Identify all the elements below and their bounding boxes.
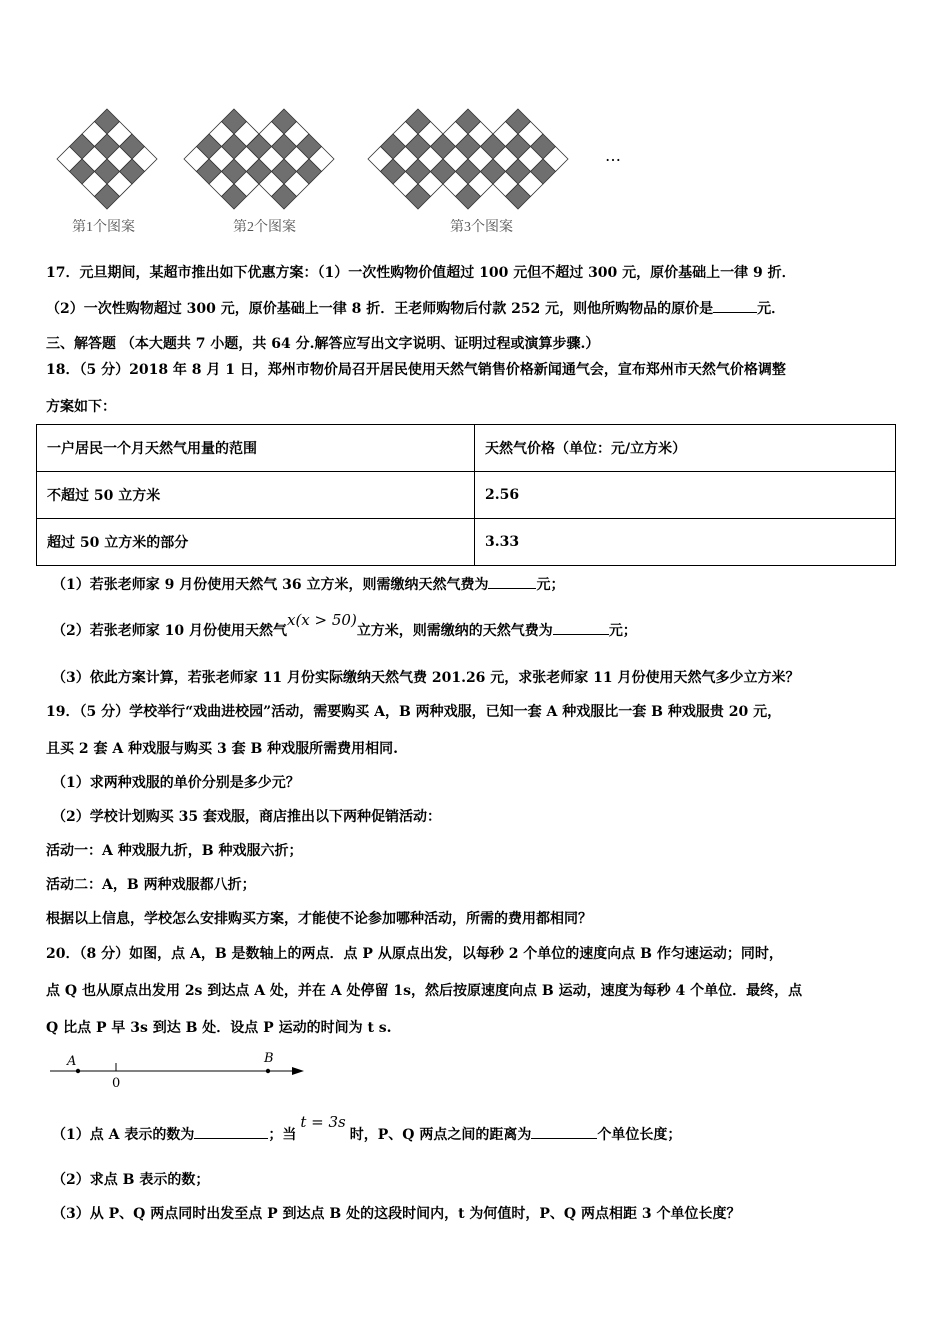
q17-line2-end: 元． — [757, 301, 786, 317]
figure-2-caption: 第2个图案 — [233, 220, 296, 235]
point-a-marker — [76, 1069, 80, 1073]
q20-sub1 — [52, 1113, 682, 1144]
q18-sub2-blank[interactable] — [553, 620, 609, 635]
q20-sub3: （3）从 P、Q 两点同时出发至点 P 到达点 B 处的这段时间内，t 为何值时，P、Q 两点相距 3 个单位长度？ — [52, 1206, 741, 1222]
q17-answer-blank[interactable] — [713, 298, 757, 313]
table-cell-range: 不超过 50 立方米 — [37, 472, 475, 519]
q18-line1: 18．（5 分）2018 年 8 月 1 日，郑州市物价局召开居民使用天然气销售价格新闻通气会，宣布郑州市天然气价格调整 — [46, 362, 786, 378]
q17-line1: 17．元旦期间，某超市推出如下优惠方案：（1）一次性购物价值超过 100 元但不超过 300 元，原价基础上一律 9 折． — [46, 265, 796, 281]
table-cell-price: 2.56 — [475, 472, 896, 519]
point-b-marker — [266, 1069, 270, 1073]
q19-question: 根据以上信息，学校怎么安排购买方案，才能使不论参加哪种活动，所需的费用都相同？ — [46, 911, 592, 927]
figure-3-caption: 第3个图案 — [450, 220, 513, 235]
label-a: A — [67, 1054, 77, 1069]
q18-sub2-math: x(x > 50) — [286, 611, 357, 629]
q18-sub2-end: 元； — [608, 623, 637, 639]
q20-line2: 点 Q 也从原点出发用 2s 到达点 A 处，并在 A 处停留 1s，然后按原速度向点 B 运动，速度为每秒 4 个单位．最终，点 — [46, 983, 803, 999]
q20-sub1-end: 个单位长度； — [597, 1127, 682, 1143]
q17-line2 — [46, 298, 785, 318]
q18-sub3: （3）依此方案计算，若张老师家 11 月份实际缴纳天然气费 201.26 元，求张老师家 11 月份使用天然气多少立方米？ — [52, 670, 800, 686]
table-header-price: 天然气价格（单位：元/立方米） — [475, 425, 896, 472]
q20-sub1-blank-a[interactable] — [194, 1124, 268, 1139]
q18-line2: 方案如下： — [46, 399, 116, 415]
q20-sub1-blank-b[interactable] — [531, 1124, 597, 1139]
q20-sub1-text: （1）点 A 表示的数为 — [52, 1127, 195, 1143]
figures-ellipsis: … — [605, 146, 621, 165]
q18-sub2-text: （2）若张老师家 10 月份使用天然气 — [52, 623, 287, 639]
table-cell-range: 超过 50 立方米的部分 — [37, 519, 475, 566]
q20-sub1-when: ；当 — [268, 1127, 297, 1143]
figure-1-caption: 第1个图案 — [72, 220, 135, 235]
q18-sub2 — [52, 611, 637, 640]
q19-activity-2: 活动二：A，B 两种戏服都八折； — [46, 877, 256, 893]
label-b: B — [264, 1051, 274, 1066]
number-line — [40, 1045, 340, 1095]
label-zero: 0 — [112, 1076, 121, 1091]
pattern-figures — [0, 0, 950, 250]
q19-activity-1: 活动一：A 种戏服九折，B 种戏服六折； — [46, 843, 303, 859]
q20-line3: Q 比点 P 早 3s 到达 B 处．设点 P 运动的时间为 t s. — [46, 1020, 392, 1036]
section-3-heading: 三、解答题 （本大题共 7 小题，共 64 分.解答应写出文字说明、证明过程或演算步骤.） — [46, 336, 600, 352]
arrow-right-icon — [292, 1067, 304, 1075]
q19-line2: 且买 2 套 A 种戏服与购买 3 套 B 种戏服所需费用相同. — [46, 741, 399, 757]
q20-sub2: （2）求点 B 表示的数； — [52, 1172, 210, 1188]
gas-price-table — [36, 424, 896, 566]
q20-sub1-text2: 时，P、Q 两点之间的距离为 — [349, 1127, 532, 1143]
q18-sub1 — [52, 574, 564, 594]
table-cell-price: 3.33 — [475, 519, 896, 566]
table-row — [37, 519, 896, 566]
q19-line1: 19．（5 分）学校举行“戏曲进校园”活动，需要购买 A，B 两种戏服，已知一套 A 种戏服比一套 B 种戏服贵 20 元， — [46, 704, 782, 720]
q17-line2-text: （2）一次性购物超过 300 元，原价基础上一律 8 折．王老师购物后付款 252 元，则他所购物品的原价是 — [46, 301, 714, 317]
q18-sub1-blank[interactable] — [488, 574, 536, 589]
table-row — [37, 472, 896, 519]
q19-sub1: （1）求两种戏服的单价分别是多少元？ — [52, 775, 300, 791]
q19-sub2: （2）学校计划购买 35 套戏服，商店推出以下两种促销活动： — [52, 809, 441, 825]
q18-sub1-end: 元； — [536, 577, 565, 593]
q20-sub1-math: t = 3s — [300, 1113, 346, 1131]
table-header-row — [37, 425, 896, 472]
table-header-range: 一户居民一个月天然气用量的范围 — [37, 425, 475, 472]
q20-line1: 20．（8 分）如图，点 A，B 是数轴上的两点．点 P 从原点出发，以每秒 2 个单位的速度向点 B 作匀速运动；同时， — [46, 946, 783, 962]
q18-sub1-text: （1）若张老师家 9 月份使用天然气 36 立方米，则需缴纳天然气费为 — [52, 577, 489, 593]
q18-sub2-text2: 立方米，则需缴纳的天然气费为 — [356, 623, 553, 639]
